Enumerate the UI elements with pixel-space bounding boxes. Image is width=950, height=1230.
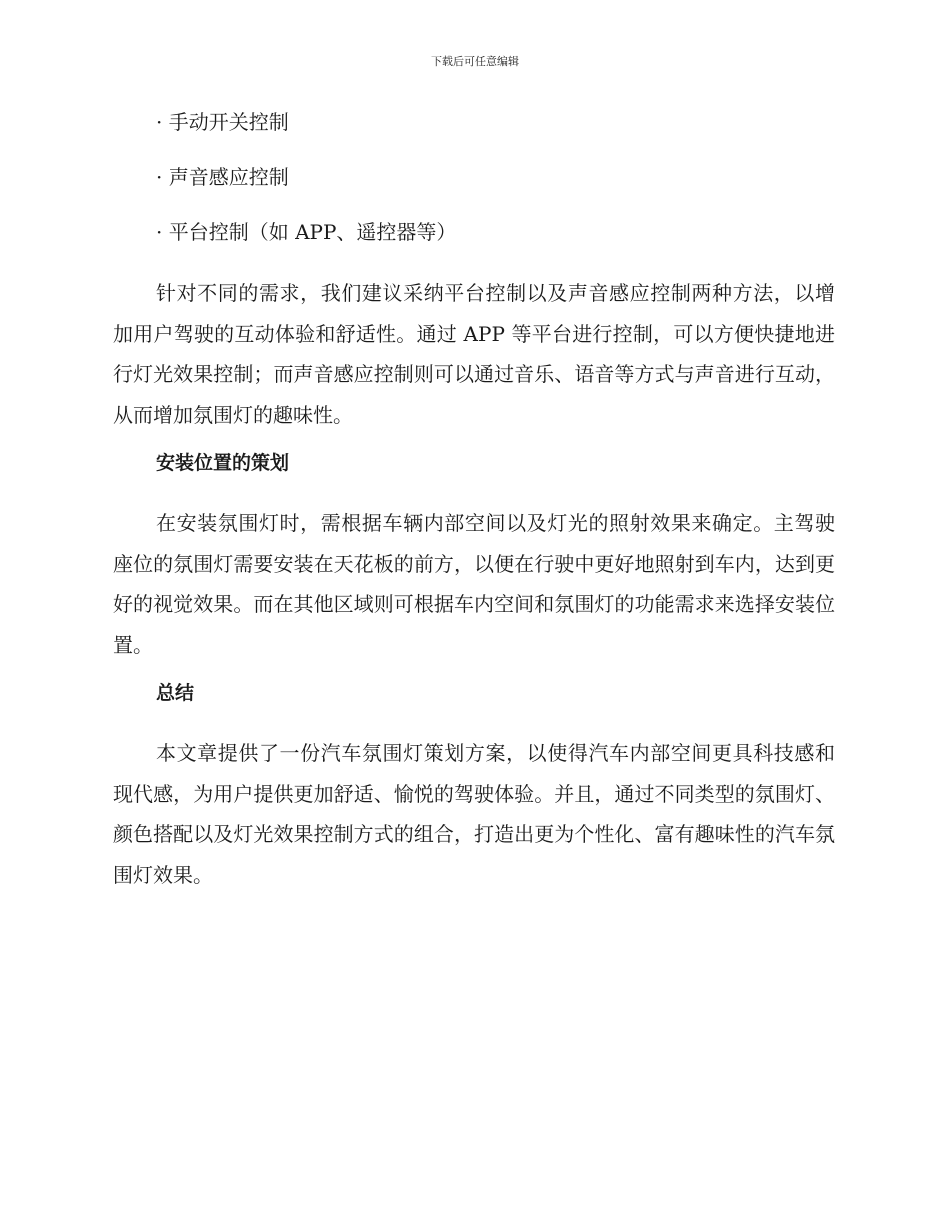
document-body (113, 108, 835, 909)
paragraph-summary: 本文章提供了一份汽车氛围灯策划方案，以使得汽车内部空间更具科技感和现代感，为用户提供更加舒适、愉悦的驾驶体验。并且，通过不同类型的氛围灯、颜色搭配以及灯光效果控制方式的组合，打造出更为个性化、富有趣味性的汽车氛围灯效果。 (113, 741, 835, 887)
bullet-manual-switch: · 手动开关控制 (156, 110, 289, 134)
section-heading-install: 安装位置的策划 (156, 452, 290, 474)
bullet-platform-control: · 平台控制（如 APP、遥控器等） (156, 220, 457, 244)
page-header: 下载后可任意编辑 (431, 55, 519, 68)
bullet-sound-sensing: · 声音感应控制 (156, 165, 289, 189)
paragraph-control-methods: 针对不同的需求，我们建议采纳平台控制以及声音感应控制两种方法，以增加用户驾驶的互动体验和舒适性。通过 APP 等平台进行控制，可以方便快捷地进行灯光效果控制；而声音感应控制则可以通过音乐、语音等方式与声音进行互动，从而增加氛围灯的趣味性。 (113, 281, 835, 427)
section-heading-summary: 总结 (156, 682, 195, 704)
paragraph-install-location: 在安装氛围灯时，需根据车辆内部空间以及灯光的照射效果来确定。主驾驶座位的氛围灯需要安装在天花板的前方，以便在行驶中更好地照射到车内，达到更好的视觉效果。而在其他区域则可根据车内空间和氛围灯的功能需求来选择安装位置。 (113, 511, 835, 657)
